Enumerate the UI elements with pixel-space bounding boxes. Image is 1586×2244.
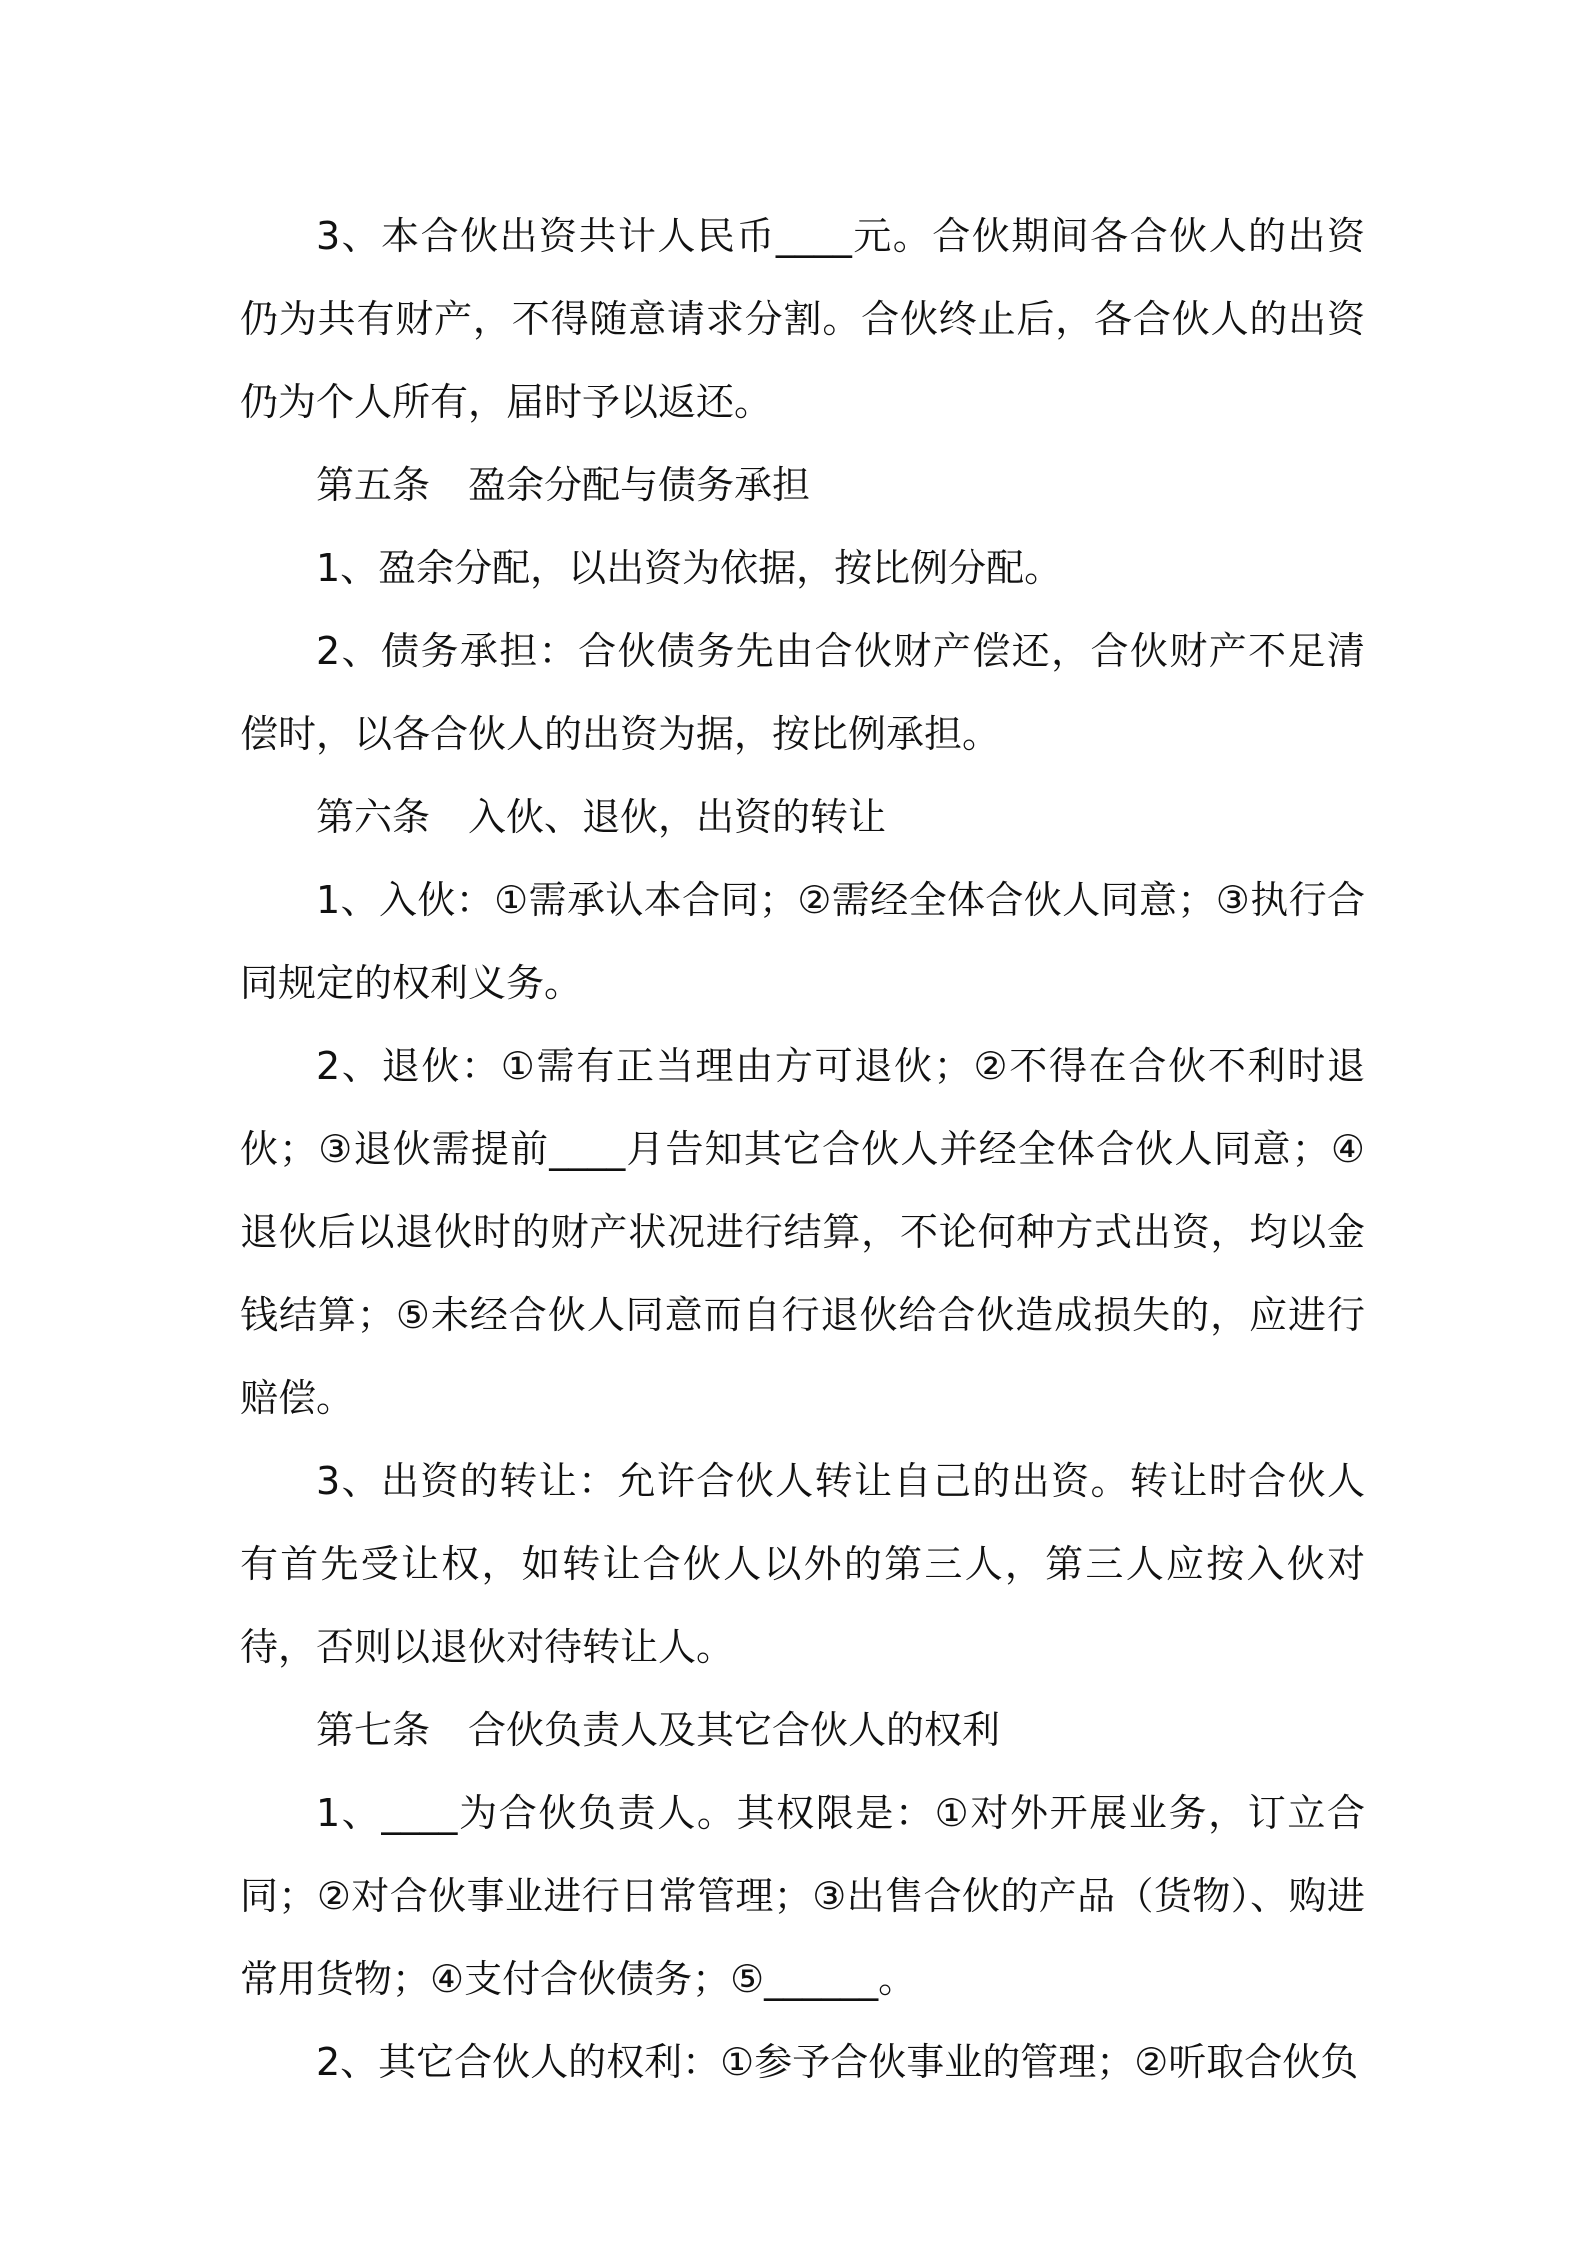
document-body: [240, 195, 1365, 2104]
paragraph-joining: 1、入伙：①需承认本合同；②需经全体合伙人同意；③执行合同规定的权利义务。: [240, 878, 1365, 1005]
paragraph-other-partners-rights: 2、其它合伙人的权利：①参予合伙事业的管理；②听取合伙负: [316, 2040, 1359, 2084]
paragraph-capital-transfer: 3、出资的转让：允许合伙人转让自己的出资。转让时合伙人有首先受让权，如转让合伙人以外的第三人，第三人应按入伙对待，否则以退伙对待转让人。: [240, 1459, 1365, 1669]
paragraph-withdrawal: 2、退伙：①需有正当理由方可退伙；②不得在合伙不利时退伙；③退伙需提前____月告知其它合伙人并经全体合伙人同意；④退伙后以退伙时的财产状况进行结算，不论何种方式出资，均以金钱结算；⑤未经合伙人同意而自行退伙给合伙造成损失的，应进行赔偿。: [240, 1044, 1365, 1420]
article-6-heading: 第六条 入伙、退伙，出资的转让: [316, 795, 887, 839]
article-7-heading: 第七条 合伙负责人及其它合伙人的权利: [316, 1708, 1001, 1752]
paragraph-capital-total: 3、本合伙出资共计人民币____元。合伙期间各合伙人的出资仍为共有财产，不得随意请求分割。合伙终止后，各合伙人的出资仍为个人所有，届时予以返还。: [240, 214, 1365, 424]
paragraph-responsible-partner: 1、____为合伙负责人。其权限是：①对外开展业务，订立合同；②对合伙事业进行日常管理；③出售合伙的产品（货物）、购进常用货物；④支付合伙债务；⑤______。: [240, 1791, 1365, 2001]
article-5-heading: 第五条 盈余分配与债务承担: [316, 463, 811, 507]
paragraph-debt-bearing: 2、债务承担：合伙债务先由合伙财产偿还，合伙财产不足清偿时，以各合伙人的出资为据，按比例承担。: [240, 629, 1365, 756]
paragraph-profit-distribution: 1、盈余分配，以出资为依据，按比例分配。: [316, 546, 1063, 590]
